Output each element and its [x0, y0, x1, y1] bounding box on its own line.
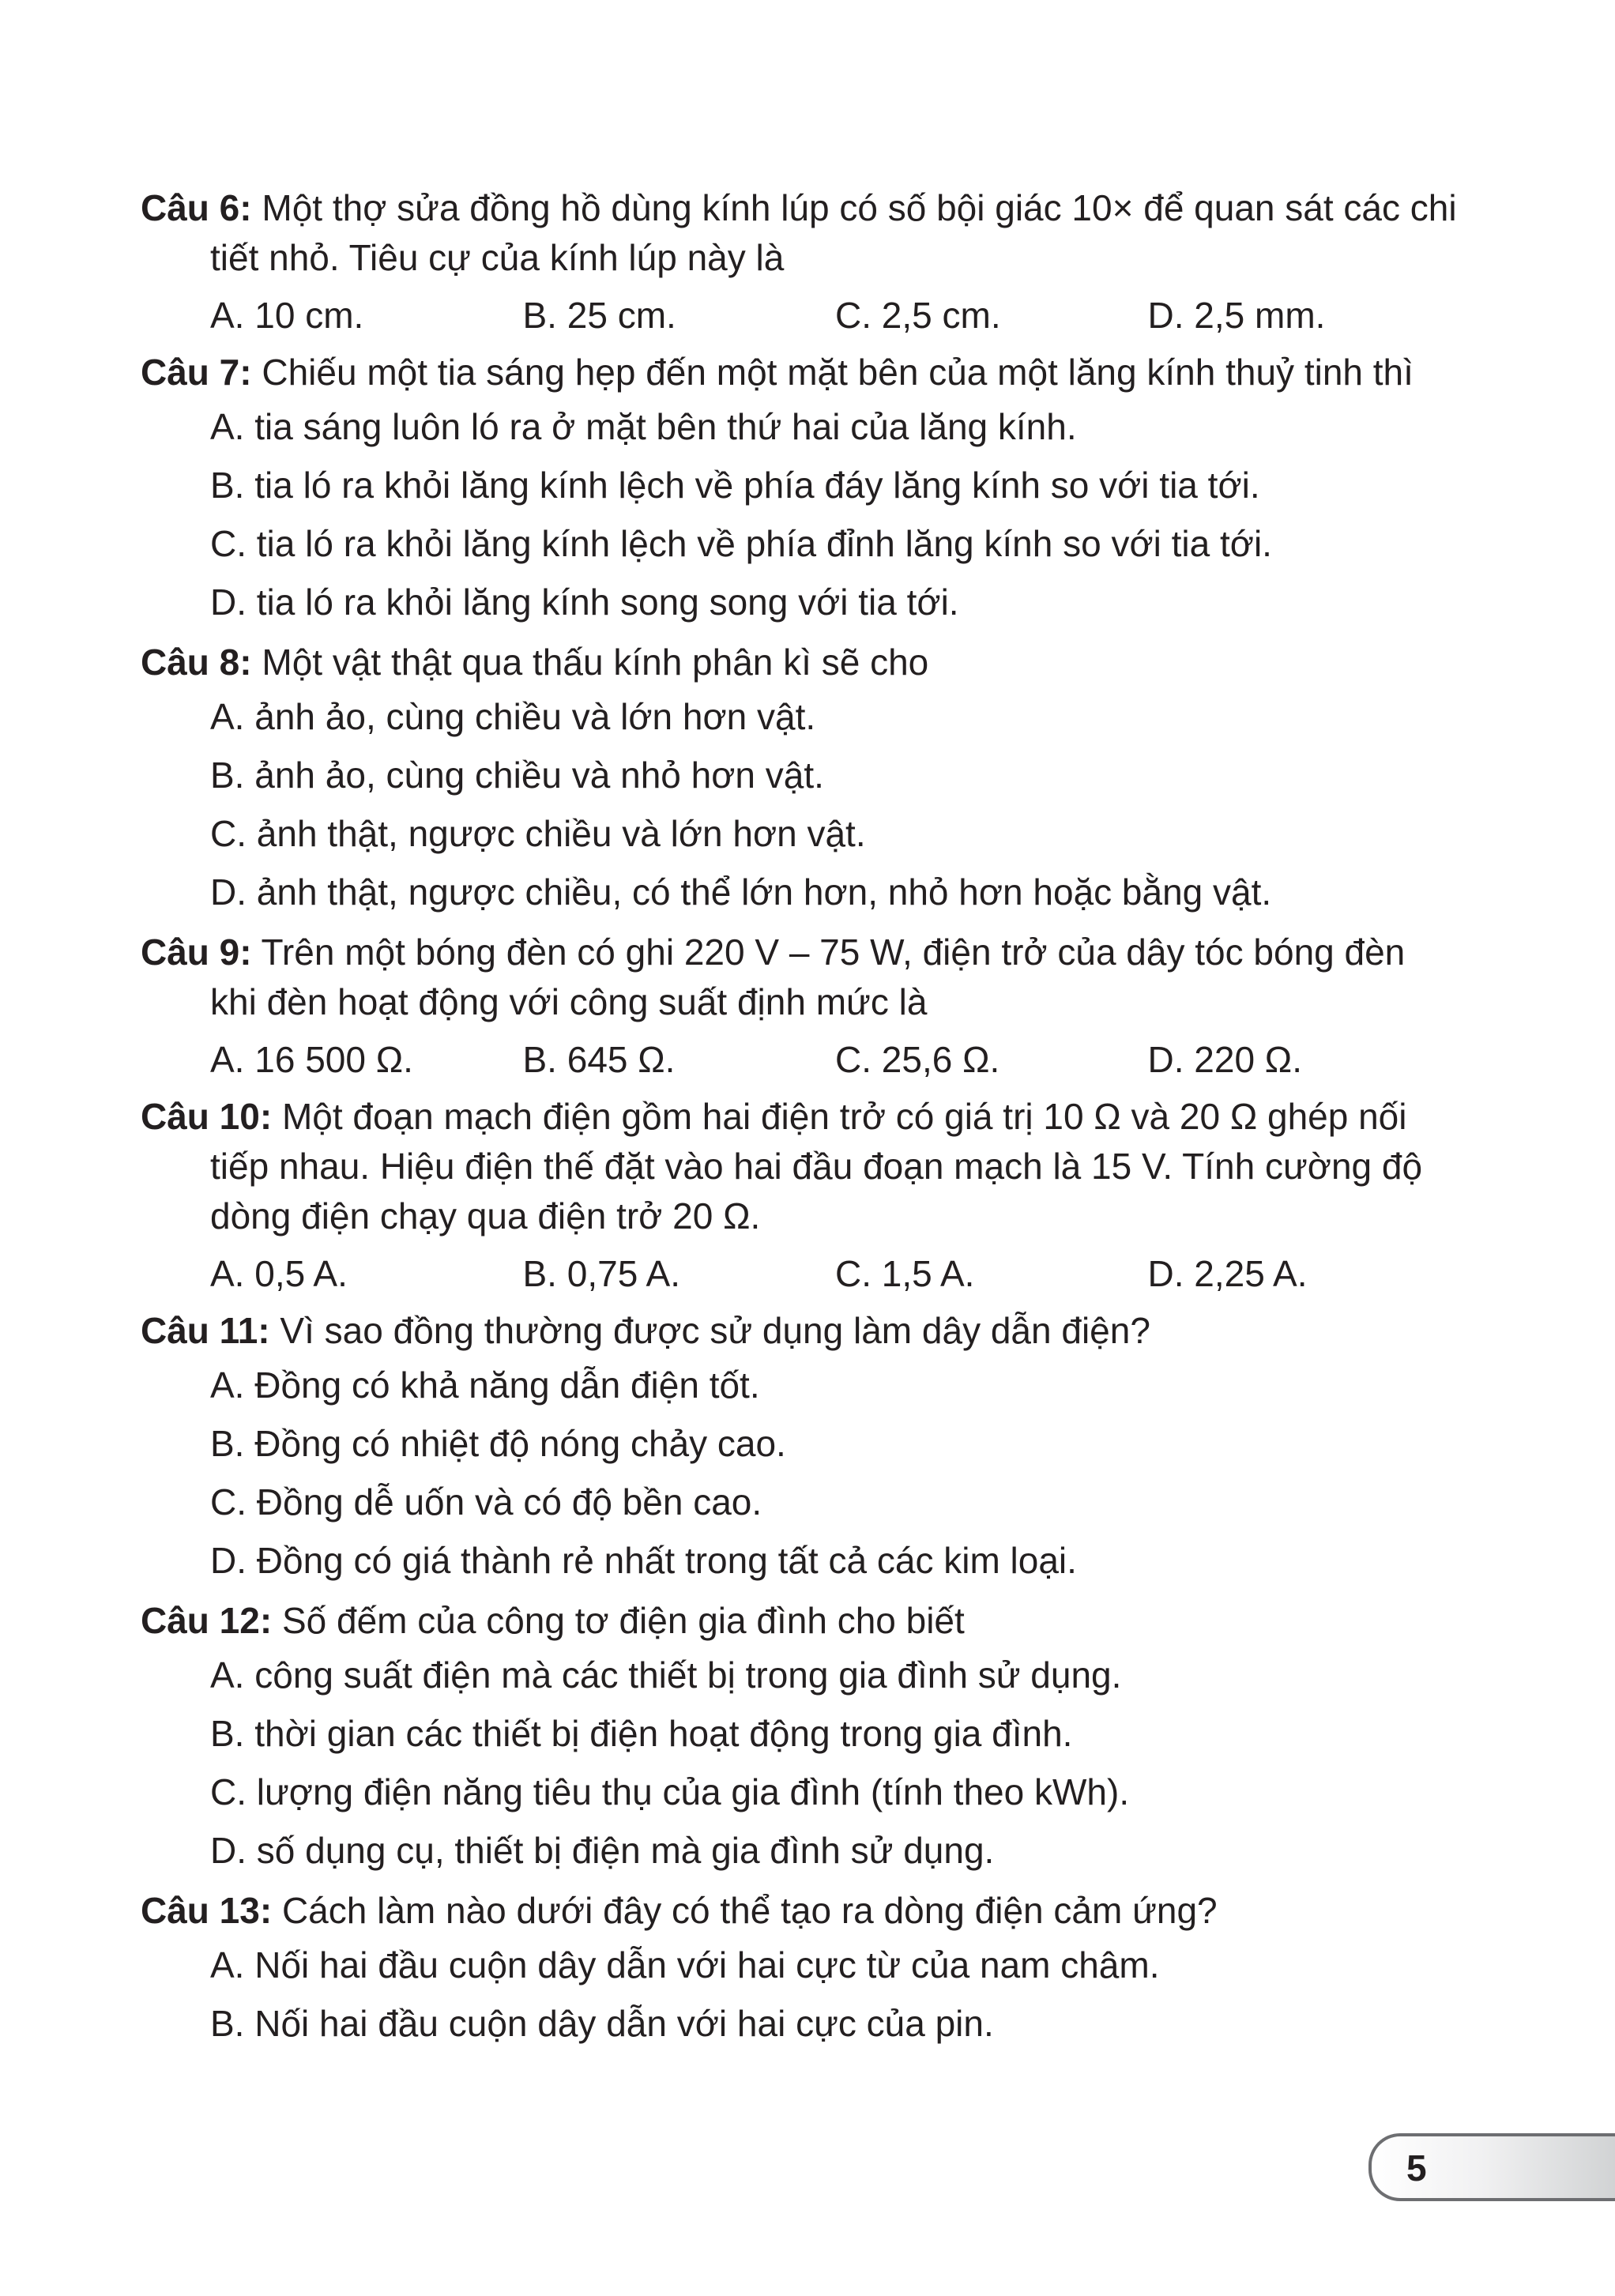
- question-text: Một vật thật qua thấu kính phân kì sẽ cho: [251, 642, 929, 683]
- question-stem: [141, 183, 1460, 283]
- option-b: B. 25 cm.: [522, 295, 676, 336]
- question-10: [141, 1092, 1460, 1300]
- option-d: D. Đồng có giá thành rẻ nhất trong tất cả các kim loại.: [210, 1540, 1077, 1581]
- options-list: [141, 687, 1460, 921]
- question-text: Số đếm của công tơ điện gia đình cho biết: [272, 1600, 965, 1641]
- option-a: A. 10 cm.: [210, 295, 364, 336]
- option-d: D. số dụng cụ, thiết bị điện mà gia đình sử dụng.: [210, 1830, 995, 1871]
- question-stem: [141, 1886, 1460, 1936]
- option-a: A. ảnh ảo, cùng chiều và lớn hơn vật.: [210, 696, 816, 737]
- option-d: D. 2,5 mm.: [1147, 295, 1326, 336]
- option-b: B. 645 Ω.: [522, 1039, 676, 1080]
- options-row: [141, 1248, 1460, 1300]
- question-stem: [141, 1306, 1460, 1356]
- options-row: [141, 1033, 1460, 1086]
- question-label: Câu 10:: [141, 1096, 273, 1137]
- question-text: Một thợ sửa đồng hồ dùng kính lúp có số bội giác 10× để quan sát các chi tiết nhỏ. Tiêu cự của kính lúp này là: [210, 187, 1457, 278]
- question-label: Câu 12:: [141, 1600, 273, 1641]
- option-a: A. công suất điện mà các thiết bị trong gia đình sử dụng.: [210, 1654, 1122, 1696]
- option-c: C. 25,6 Ω.: [835, 1039, 1000, 1080]
- question-text: Trên một bóng đèn có ghi 220 V – 75 W, điện trở của dây tóc bóng đèn khi đèn hoạt động với công suất định mức là: [210, 932, 1406, 1022]
- option-d: D. ảnh thật, ngược chiều, có thể lớn hơn, nhỏ hơn hoặc bằng vật.: [210, 871, 1272, 913]
- option-c: C. 2,5 cm.: [835, 295, 1001, 336]
- question-text: Vì sao đồng thường được sử dụng làm dây dẫn điện?: [269, 1310, 1150, 1351]
- option-b: B. thời gian các thiết bị điện hoạt động trong gia đình.: [210, 1713, 1073, 1754]
- options-list: [141, 397, 1460, 631]
- question-12: [141, 1596, 1460, 1880]
- question-label: Câu 6:: [141, 187, 252, 228]
- question-text: Một đoạn mạch điện gồm hai điện trở có giá trị 10 Ω và 20 Ω ghép nối tiếp nhau. Hiệu điện thế đặt vào hai đầu đoạn mạch là 15 V. Tính cường độ dòng điện chạy qua điện trở 20 Ω.: [210, 1096, 1423, 1236]
- question-8: [141, 638, 1460, 921]
- option-c: C. tia ló ra khỏi lăng kính lệch về phía đỉnh lăng kính so với tia tới.: [210, 523, 1272, 564]
- question-7: [141, 348, 1460, 631]
- option-d: D. tia ló ra khỏi lăng kính song song với tia tới.: [210, 582, 959, 623]
- options-list: [141, 1936, 1460, 2053]
- option-a: A. Nối hai đầu cuộn dây dẫn với hai cực từ của nam châm.: [210, 1944, 1160, 1985]
- question-stem: [141, 928, 1460, 1027]
- question-stem: [141, 1596, 1460, 1646]
- question-label: Câu 9:: [141, 932, 252, 973]
- option-c: C. ảnh thật, ngược chiều và lớn hơn vật.: [210, 813, 866, 854]
- option-b: B. tia ló ra khỏi lăng kính lệch về phía đáy lăng kính so với tia tới.: [210, 465, 1260, 506]
- question-stem: [141, 638, 1460, 687]
- option-b: B. ảnh ảo, cùng chiều và nhỏ hơn vật.: [210, 755, 824, 796]
- question-label: Câu 11:: [141, 1310, 270, 1351]
- question-6: [141, 183, 1460, 341]
- option-a: A. 0,5 A.: [210, 1253, 348, 1294]
- option-c: C. lượng điện năng tiêu thụ của gia đình (tính theo kWh).: [210, 1771, 1130, 1812]
- question-stem: [141, 1092, 1460, 1241]
- options-list: [141, 1646, 1460, 1880]
- question-text: Cách làm nào dưới đây có thể tạo ra dòng điện cảm ứng?: [272, 1890, 1218, 1931]
- question-list: [141, 183, 1460, 2053]
- question-text: Chiếu một tia sáng hẹp đến một mặt bên của một lăng kính thuỷ tinh thì: [251, 352, 1414, 393]
- page-number: 5: [1406, 2147, 1427, 2189]
- question-stem: [141, 348, 1460, 397]
- option-d: D. 2,25 A.: [1147, 1253, 1308, 1294]
- question-label: Câu 7:: [141, 352, 252, 393]
- option-c: C. Đồng dễ uốn và có độ bền cao.: [210, 1481, 762, 1523]
- option-b: B. Đồng có nhiệt độ nóng chảy cao.: [210, 1423, 786, 1464]
- option-a: A. Đồng có khả năng dẫn điện tốt.: [210, 1364, 760, 1406]
- page-number-tab: [1368, 2133, 1615, 2201]
- question-label: Câu 8:: [141, 642, 252, 683]
- options-list: [141, 1356, 1460, 1590]
- question-label: Câu 13:: [141, 1890, 273, 1931]
- question-11: [141, 1306, 1460, 1590]
- option-d: D. 220 Ω.: [1147, 1039, 1302, 1080]
- option-b: B. Nối hai đầu cuộn dây dẫn với hai cực của pin.: [210, 2003, 994, 2044]
- option-a: A. tia sáng luôn ló ra ở mặt bên thứ hai của lăng kính.: [210, 406, 1077, 447]
- question-9: [141, 928, 1460, 1086]
- option-a: A. 16 500 Ω.: [210, 1039, 413, 1080]
- option-b: B. 0,75 A.: [522, 1253, 680, 1294]
- question-13: [141, 1886, 1460, 2053]
- options-row: [141, 289, 1460, 341]
- option-c: C. 1,5 A.: [835, 1253, 975, 1294]
